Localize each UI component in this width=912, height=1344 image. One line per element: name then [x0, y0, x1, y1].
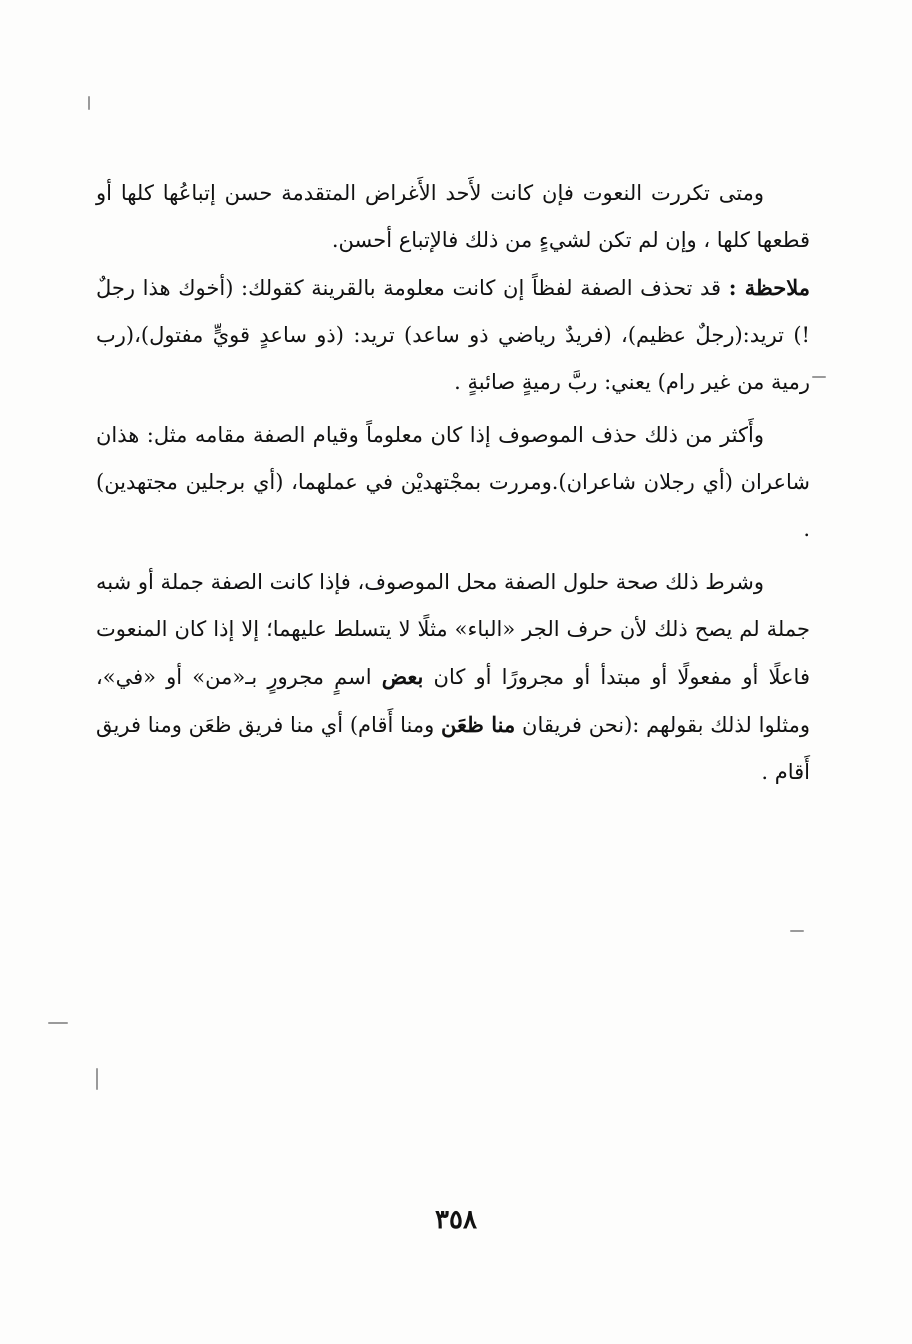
- paragraph-repeated-adjectives: [96, 170, 810, 264]
- paragraph-text: ومتى تكررت النعوت فإن كانت لأَحد الأَغراض المتقدمة حسن إتباعُها كلها أو قطعها كلها ، وإن لم تكن لشيءٍ من ذلك فالإتباع أحسن.: [96, 181, 810, 252]
- bold-word: بعض: [381, 664, 424, 689]
- note-label: ملاحظة :: [728, 275, 810, 300]
- scan-speck: [88, 96, 90, 110]
- paragraph-text: وأَكثر من ذلك حذف الموصوف إذا كان معلوماً وقيام الصفة مقامه مثل: هذان شاعران (أي رجلان شاعران).ومررت بمجْتهديْن في عملهما، (أي برجلين مجتهدين) .: [96, 423, 810, 541]
- paragraph-text: قد تحذف الصفة لفظاً إن كانت معلومة بالقرينة كقولك: (أخوك هذا رجلٌ !) تريد:(رجلٌ عظيم)، (فريدٌ رياضي ذو ساعد) تريد: (ذو ساعدٍ قويٍّ مفتول)،(رب رمية من غير رام) يعني: ربَّ رميةٍ صائبةٍ .: [96, 276, 810, 394]
- paragraph-text-end: ومنا أَقام) أي منا فريق ظعَن ومنا فريق أَقام .: [96, 713, 810, 784]
- paragraph-condition: [96, 559, 810, 796]
- paragraph-text-continued: اسمٍ مجرورٍ بـ«من» أو «في»، ومثلوا لذلك بقولهم :(نحن فريقان: [96, 665, 810, 737]
- page-body: [96, 170, 810, 796]
- paragraph-text: وشرط ذلك صحة حلول الصفة محل الموصوف، فإذا كانت الصفة جملة أو شبه جملة لم يصح ذلك لأن حرف الجر «الباء» مثلًا لا يتسلط عليهما؛ إلا إذا كان المنعوت فاعلًا أو مفعولًا أو مبتدأ أو مجرورًا أو كان: [96, 570, 810, 689]
- scan-speck: [790, 930, 804, 932]
- scan-speck: [812, 376, 826, 378]
- page-number: ٣٥٨: [435, 1205, 477, 1235]
- bold-phrase: منا ظعَن: [441, 712, 516, 737]
- paragraph-omitted-noun: [96, 412, 810, 553]
- scan-speck: [48, 1022, 68, 1024]
- scan-speck: [96, 1068, 98, 1090]
- paragraph-note: [96, 264, 810, 406]
